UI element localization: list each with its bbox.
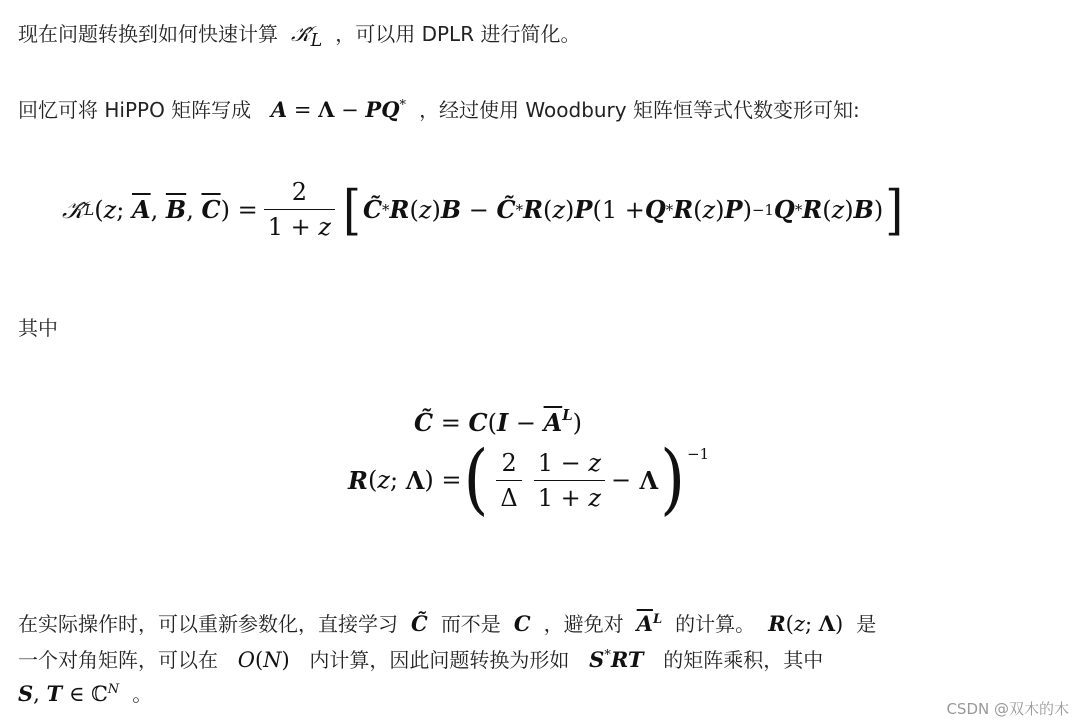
paragraph-2-text-b: ，经过使用 Woodbury 矩阵恒等式代数变形可知: [419, 98, 860, 122]
paragraph-2-text-a: 回忆可将 HiPPO 矩阵写成 [18, 98, 252, 122]
paragraph-1 [18, 18, 580, 57]
paragraph-1-text-a: 现在问题转换到如何快速计算 [18, 22, 278, 46]
a-bar-power-inline: $\overline{A}^L$ [636, 611, 663, 636]
resolvent-inline: R(z; Λ) [768, 611, 850, 636]
paragraph-4-text-c: ，避免对 [543, 612, 624, 636]
paragraph-4-text-d: 的计算。 [675, 612, 756, 636]
kernel-hat-symbol: $𝒦̂_L$ [291, 22, 323, 52]
st-in-complex-inline: S, T ∈ ℂ$^N$ [18, 681, 120, 706]
paragraph-4-text-h: 的矩阵乘积，其中 [663, 648, 824, 672]
paragraph-4-line-3 [18, 674, 152, 710]
paragraph-3 [18, 312, 58, 344]
resolvent-equation: R ( z ; Λ ) = ( $\frac{2}{\Delta}$ $\frac{1 - z}{1 + z}$ − Λ ) $^{-1}$ [348, 435, 710, 525]
kernel-equation: 𝒦̂ L ( z ; $\overline{A}$ , $\overline{B}$ , $\overline{C}$ ) = $\frac{2}{1 + z}$ [ C̃ * R ( z ) B − C̃ * R ( z ) P (1 + Q * R ( z ) P ) −1 Q * R ( z ) B ) ] [62, 178, 904, 241]
paragraph-1-text-b: ，可以用 DPLR 进行简化。 [335, 22, 581, 46]
big-o-inline: O(N) [237, 648, 304, 672]
c-tilde-equation: C̃ = C ( I − $\overline{A}$ $^L$ ) [414, 405, 583, 437]
c-inline: C [513, 611, 531, 636]
srt-product-inline: S*RT [589, 647, 644, 672]
paragraph-4-text-i: 。 [132, 682, 153, 706]
watermark: CSDN @双木的木 [946, 700, 1069, 718]
paragraph-4-text-a: 在实际操作时，可以重新参数化，直接学习 [18, 612, 398, 636]
paragraph-4-text-b: 而不是 [440, 612, 501, 636]
paragraph-4-line-1 [18, 604, 876, 640]
dplr-formula: A = Λ − PQ* [270, 97, 407, 122]
paragraph-3-text: 其中 [18, 316, 58, 340]
paragraph-4-text-f: 一个对角矩阵，可以在 [18, 648, 218, 672]
c-tilde-inline: C̃ [411, 611, 428, 636]
paragraph-2 [18, 90, 860, 126]
paragraph-4-text-g: 内计算，因此问题转换为形如 [309, 648, 570, 672]
paragraph-4-line-2 [18, 640, 823, 676]
paragraph-4-text-e: 是 [856, 612, 877, 636]
